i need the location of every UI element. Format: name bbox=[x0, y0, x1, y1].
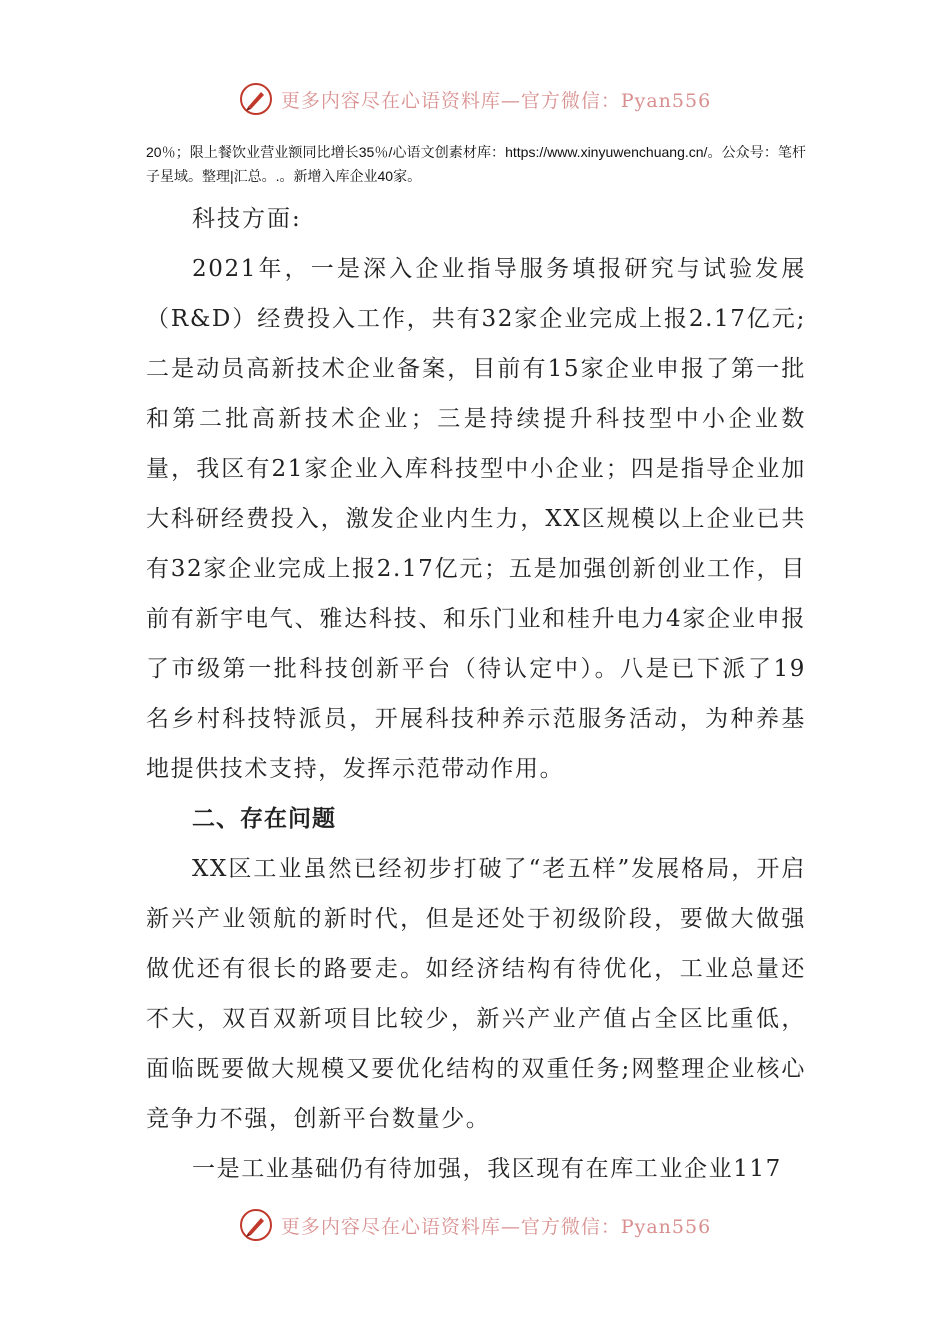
watermark-text: 更多内容尽在心语资料库—官方微信：Pyan556 bbox=[280, 1215, 712, 1238]
watermark-footer bbox=[0, 1208, 950, 1242]
problem-paragraph: XX区工业虽然已经初步打破了“老五样”发展格局，开启新兴产业领航的新时代，但是还处于初级阶段，要做大做强做优还有很长的路要走。如经济结构有待优化，工业总量还不大，双百双新项目比较少，新兴产业产值占全区比重低，面临既要做大规模又要优化结构的双重任务;网整理企业核心竞争力不强，创新平台数量少。 bbox=[146, 856, 806, 1132]
section-title-problems: 二、存在问题 bbox=[192, 806, 336, 832]
last-paragraph: 一是工业基础仍有待加强，我区现有在库工业企业117 bbox=[192, 1156, 782, 1182]
intro-line: 20％；限上餐饮业营业额同比增长35％/心语文创素材库：https://www.xinyuwenchuang.cn/。公众号：笔杆子星域。整理|汇总。.。新增入库企业40家。 bbox=[146, 144, 806, 184]
watermark-text: 更多内容尽在心语资料库—官方微信：Pyan556 bbox=[280, 89, 712, 112]
watermark-header bbox=[0, 82, 950, 116]
tech-heading: 科技方面: bbox=[192, 206, 302, 232]
pen-logo-icon bbox=[239, 82, 273, 116]
document-page bbox=[146, 140, 806, 1194]
pen-logo-icon bbox=[239, 1208, 273, 1242]
tech-paragraph: 2021年，一是深入企业指导服务填报研究与试验发展（R&D）经费投入工作，共有32家企业完成上报2.17亿元;二是动员高新技术企业备案，目前有15家企业申报了第一批和第二批高新技术企业；三是持续提升科技型中小企业数量，我区有21家企业入库科技型中小企业；四是指导企业加大科研经费投入，激发企业内生力，XX区规模以上企业已共有32家企业完成上报2.17亿元；五是加强创新创业工作，目前有新宇电气、雅达科技、和乐门业和桂升电力4家企业申报了市级第一批科技创新平台（待认定中）。八是已下派了19名乡村科技特派员，开展科技种养示范服务活动，为种养基地提供技术支持，发挥示范带动作用。 bbox=[146, 256, 806, 782]
